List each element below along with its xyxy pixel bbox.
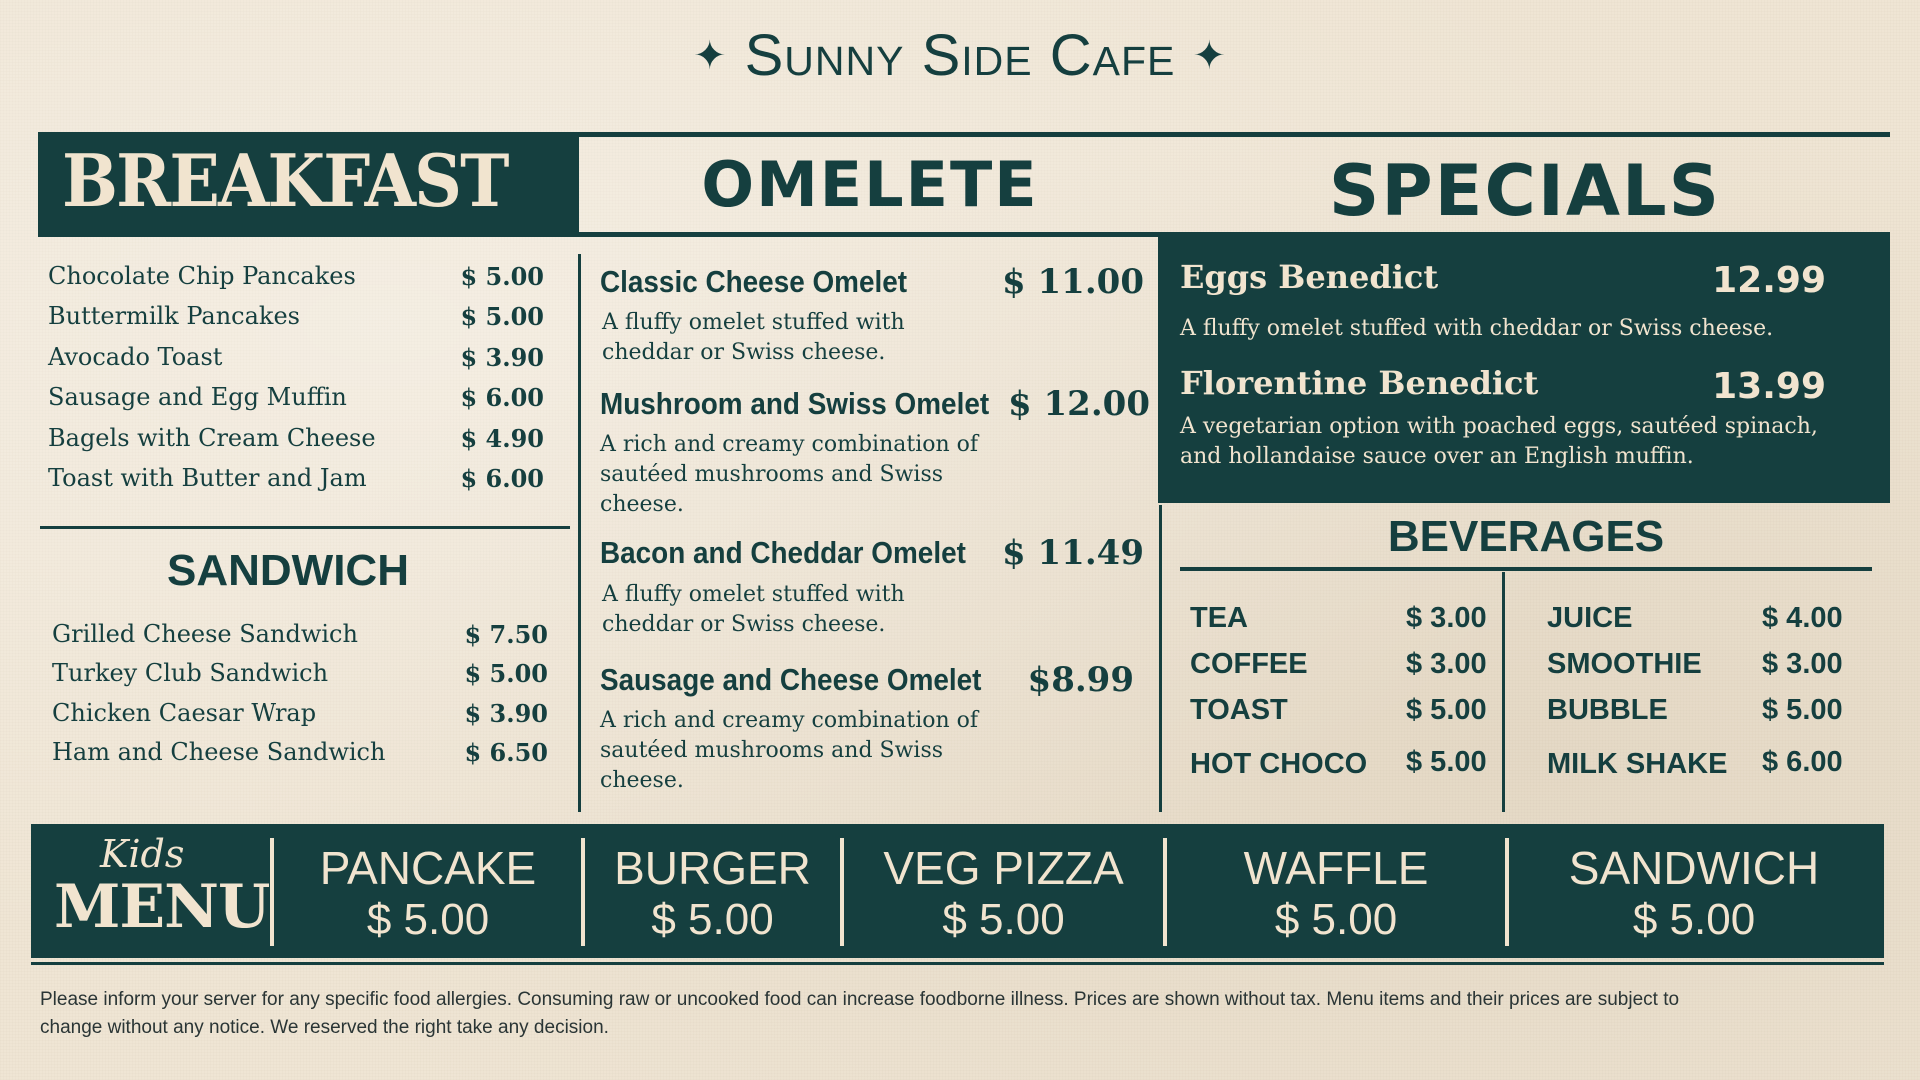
item-name: Grilled Cheese Sandwich [52, 620, 358, 648]
special-price: 12.99 [1712, 260, 1826, 301]
item-name: Bagels with Cream Cheese [48, 424, 376, 452]
kids-item-name: BURGER [614, 842, 811, 894]
item-name: Avocado Toast [48, 343, 223, 371]
item-name: Buttermilk Pancakes [48, 302, 300, 330]
breakfast-divider [40, 526, 570, 529]
beverage-divider [1502, 572, 1505, 812]
beverage-name: BUBBLE [1547, 694, 1668, 726]
breakfast-item [48, 262, 544, 302]
kids-item-price: $ 5.00 [1274, 895, 1398, 944]
cafe-title [0, 22, 1920, 89]
beverage-price: $ 6.00 [1762, 746, 1843, 778]
sandwich-title: SANDWICH [167, 546, 409, 595]
beverage-price: $ 3.00 [1406, 648, 1487, 680]
beverage-price: $ 5.00 [1762, 694, 1843, 726]
item-price: $ 4.90 [460, 424, 544, 453]
beverages-underline [1180, 567, 1872, 571]
kids-item-price: $ 5.00 [651, 895, 774, 944]
kids-item-price: $ 5.00 [942, 895, 1065, 944]
breakfast-underline [38, 232, 579, 237]
breakfast-item [48, 464, 544, 504]
omelet-name: Classic Cheese Omelet [600, 264, 908, 299]
item-name: Turkey Club Sandwich [52, 659, 329, 687]
kids-item-name: PANCAKE [319, 842, 537, 894]
kids-menu-title: MENU [54, 872, 270, 942]
sandwich-item [52, 699, 548, 739]
kids-item-name: WAFFLE [1243, 842, 1429, 894]
item-price: $ 7.50 [464, 620, 548, 649]
omelet-name: Sausage and Cheese Omelet [600, 662, 982, 697]
beverage-name: TOAST [1190, 694, 1288, 726]
kids-underline [31, 962, 1884, 965]
omelet-price: $ 11.00 [1002, 262, 1144, 302]
item-price: $ 5.00 [460, 302, 544, 331]
sandwich-item [52, 659, 548, 699]
beverage-price: $ 5.00 [1406, 746, 1487, 778]
breakfast-item [48, 383, 544, 423]
beverage-name: HOT CHOCO [1190, 748, 1368, 780]
kids-script-label: Kids [100, 832, 185, 876]
beverage-name: MILK SHAKE [1547, 748, 1728, 780]
beverage-name: TEA [1190, 602, 1248, 634]
sparkle-icon-right: ✦ [1192, 34, 1228, 78]
breakfast-title: BREAKFAST [62, 138, 508, 223]
beverages-title: BEVERAGES [1387, 512, 1665, 561]
sparkle-icon-left: ✦ [692, 34, 728, 78]
column-divider [1159, 505, 1162, 812]
specials-title: SPECIALS [1328, 150, 1722, 232]
kids-divider [270, 838, 274, 946]
item-price: $ 3.90 [460, 343, 544, 372]
breakfast-item [48, 302, 544, 342]
beverage-price: $ 3.00 [1762, 648, 1843, 680]
beverage-name: COFFEE [1190, 648, 1308, 680]
item-name: Chicken Caesar Wrap [52, 699, 317, 727]
cafe-name: Sunny Side Cafe [744, 23, 1176, 88]
omelet-description: A fluffy omelet stuffed with cheddar or Swiss cheese. [602, 310, 905, 365]
breakfast-item [48, 424, 544, 464]
item-price: $ 6.00 [460, 464, 544, 493]
item-name: Sausage and Egg Muffin [48, 383, 347, 411]
beverage-price: $ 4.00 [1762, 602, 1843, 634]
kids-item [585, 842, 840, 946]
beverage-name: SMOOTHIE [1547, 648, 1702, 680]
disclaimer-text: Please inform your server for any specific food allergies. Consuming raw or uncooked food can increase foodborne illness. Prices are shown without tax. Menu items and their prices are subject to change without any notice. We reserved the right take any decision. [40, 989, 1680, 1038]
omelet-name: Bacon and Cheddar Omelet [600, 535, 966, 570]
omelet-price: $ 11.49 [1002, 533, 1144, 573]
item-price: $ 3.90 [464, 699, 548, 728]
omelet-name: Mushroom and Swiss Omelet [600, 386, 990, 421]
item-price: $ 5.00 [460, 262, 544, 291]
kids-item-price: $ 5.00 [1632, 895, 1756, 944]
omelete-title: OMELETE [701, 148, 1039, 221]
item-price: $ 6.50 [464, 738, 548, 767]
item-price: $ 6.00 [460, 383, 544, 412]
breakfast-item [48, 343, 544, 383]
special-name: Eggs Benedict [1180, 258, 1439, 296]
kids-item [275, 842, 581, 946]
kids-item-name: SANDWICH [1568, 842, 1820, 894]
beverage-price: $ 5.00 [1406, 694, 1487, 726]
omelet-description: A fluffy omelet stuffed with cheddar or Swiss cheese. [602, 582, 905, 637]
omelet-description: A rich and creamy combination of sautéed mushrooms and Swiss cheese. [600, 432, 979, 517]
kids-item [1167, 842, 1505, 946]
sandwich-item [52, 738, 548, 778]
omelet-description: A rich and creamy combination of sautéed mushrooms and Swiss cheese. [600, 708, 979, 793]
item-name: Ham and Cheese Sandwich [52, 738, 386, 766]
sandwich-item [52, 620, 548, 660]
omelet-price: $ 12.00 [1008, 384, 1150, 424]
omelet-price: $8.99 [1027, 660, 1134, 700]
special-name: Florentine Benedict [1180, 364, 1539, 402]
item-name: Chocolate Chip Pancakes [48, 262, 356, 290]
special-description: A fluffy omelet stuffed with cheddar or Swiss cheese. [1180, 316, 1774, 341]
special-price: 13.99 [1712, 366, 1826, 407]
beverage-name: JUICE [1547, 602, 1633, 634]
kids-item [1509, 842, 1879, 946]
special-description: A vegetarian option with poached eggs, sautéed spinach, and hollandaise sauce over an English muffin. [1180, 414, 1818, 469]
item-name: Toast with Butter and Jam [48, 464, 367, 492]
beverage-price: $ 3.00 [1406, 602, 1487, 634]
column-divider [578, 254, 581, 812]
item-price: $ 5.00 [464, 659, 548, 688]
kids-item-price: $ 5.00 [366, 895, 490, 944]
kids-item [844, 842, 1163, 946]
kids-item-name: VEG PIZZA [883, 842, 1124, 894]
